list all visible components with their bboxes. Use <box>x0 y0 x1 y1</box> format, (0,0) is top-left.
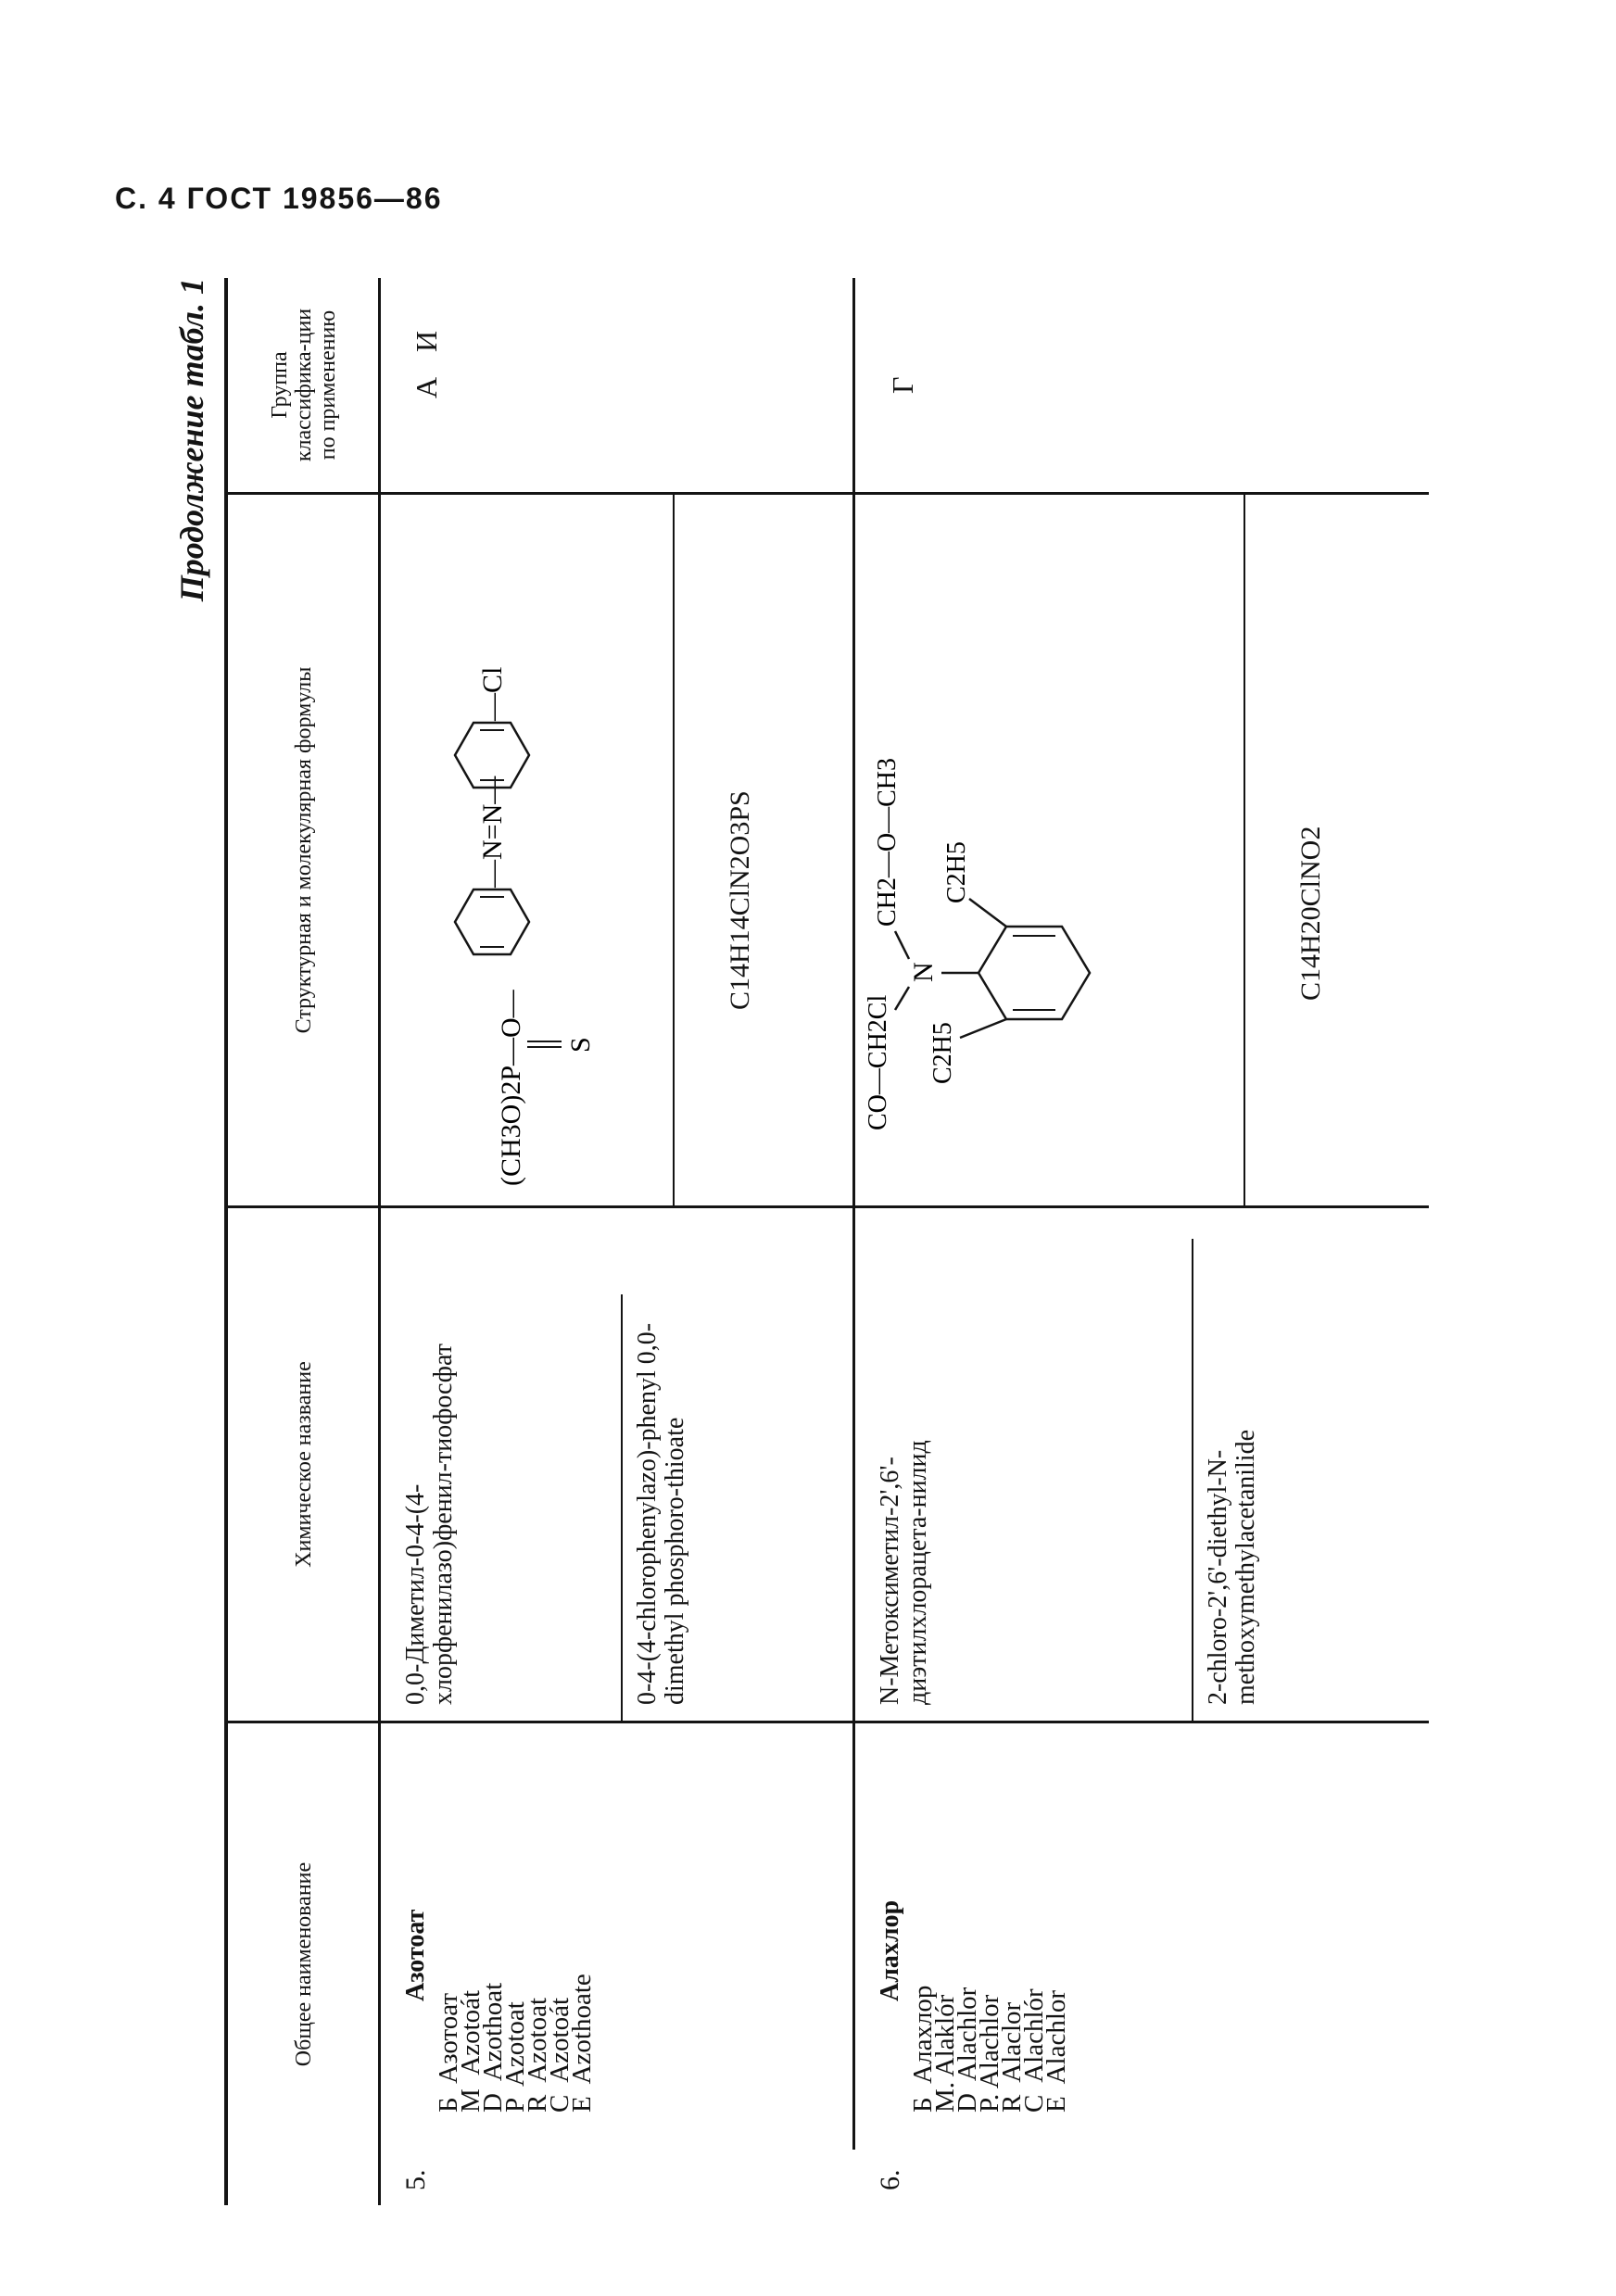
row-6-language-names <box>908 1985 1071 2113</box>
name-line: E Alachlor <box>1042 1989 1071 2113</box>
azotoat-azo: —N=N— <box>477 776 508 888</box>
row-separator-chem <box>852 1208 855 1721</box>
name-line: Б Азотоат <box>434 1992 463 2113</box>
azotoat-sulfur: S <box>565 1037 596 1053</box>
table-top-rule <box>224 278 228 2205</box>
row-separator-formula <box>852 495 855 1205</box>
row-6-name: Алахлор <box>876 1899 904 2001</box>
col-divider-2 <box>224 1205 1429 1208</box>
name-line: C Alachlór <box>1019 1988 1049 2113</box>
page-header: С. 4 ГОСТ 19856—86 <box>115 182 443 215</box>
name-line: C Azotoát <box>545 1997 574 2113</box>
rotated-table <box>172 278 1431 2205</box>
name-line: M. Alaklór <box>930 1994 960 2113</box>
header-formulas: Структурная и молекулярная формулы <box>292 666 316 1034</box>
azotoat-structure <box>395 500 663 1186</box>
bond-n-ch2 <box>895 931 909 959</box>
bond-n-co <box>895 987 909 1010</box>
name-line: Б Алахлор <box>908 1985 938 2113</box>
row-separator-group <box>852 278 855 492</box>
alachlor-formula-divider <box>1244 495 1245 1205</box>
row-5-language-names <box>434 1974 597 2113</box>
row-5-number: 5. <box>400 2169 431 2190</box>
row-separator <box>852 1723 855 2150</box>
name-line: P Azotoat <box>500 2001 530 2113</box>
row-5-chem-ru: 0,0-Диметил-0-4-(4-хлорфенилазо)фенил-тиофосфат <box>401 1344 458 1705</box>
alachlor-nitrogen: N <box>908 962 939 982</box>
header-group: Группа классифика-ции по применению <box>268 308 340 462</box>
name-line: R Azotoat <box>523 1997 552 2113</box>
alachlor-ethyl-bottom: C2H5 <box>928 1022 957 1084</box>
benzene-ring <box>978 927 1090 1019</box>
row-5-group-a: А <box>410 376 443 398</box>
name-line: М Azotoát <box>456 1989 486 2113</box>
row-5-group-i: И <box>410 330 443 352</box>
name-line: D Alachlor <box>953 1987 982 2113</box>
bond-ring-ethyl-bottom <box>960 1019 1006 1038</box>
alachlor-chloroacetyl: CO—CH2Cl <box>864 994 892 1130</box>
row-6-chem-ru: N-Метоксиметил-2',6'-диэтилхлорацета-нилид <box>876 1440 932 1705</box>
col-divider-3 <box>224 492 1429 495</box>
row-6-group: Г <box>886 376 919 394</box>
header-chemical-name: Химическое название <box>292 1361 316 1568</box>
header-bottom-rule <box>378 278 381 2205</box>
bond-ring-ethyl-top <box>969 899 1006 927</box>
row-6-chem-en: 2-chloro-2',6'-diethyl-N-methoxymethylacetanilide <box>1204 1429 1260 1705</box>
benzene-ring-1 <box>455 889 529 954</box>
header-common-name: Общее наименование <box>292 1861 316 2067</box>
azotoat-chem-divider <box>621 1294 623 1721</box>
azotoat-left-group: (CH3O)2P—O— <box>496 990 526 1186</box>
col-divider-1 <box>224 1721 1429 1723</box>
azotoat-chlorine: —Cl <box>477 666 508 721</box>
alachlor-ethyl-top: C2H5 <box>942 841 971 903</box>
table-caption: Продолжение табл. 1 <box>173 278 210 602</box>
row-5-molecular-formula: C14H14ClN2O3PS <box>725 790 755 1010</box>
name-line: R Alaclor <box>997 2001 1027 2113</box>
name-line: P. Alachlor <box>975 1994 1004 2113</box>
alachlor-chem-divider <box>1192 1239 1193 1721</box>
row-5-chem-en: 0-4-(4-chlorophenylazo)-phenyl 0,0-dimethyl phosphoro-thioate <box>633 1322 689 1705</box>
azotoat-formula-divider <box>673 495 675 1205</box>
name-line: D Azothoat <box>478 1982 508 2113</box>
row-6-number: 6. <box>875 2169 905 2190</box>
row-6-molecular-formula: C14H20ClNO2 <box>1295 826 1326 1001</box>
alachlor-methoxymethyl: CH2—O—CH3 <box>873 757 902 927</box>
name-line: E Azothoate <box>567 1974 597 2113</box>
alachlor-structure <box>864 500 1219 1186</box>
row-5-name: Азотоат <box>401 1909 430 2001</box>
